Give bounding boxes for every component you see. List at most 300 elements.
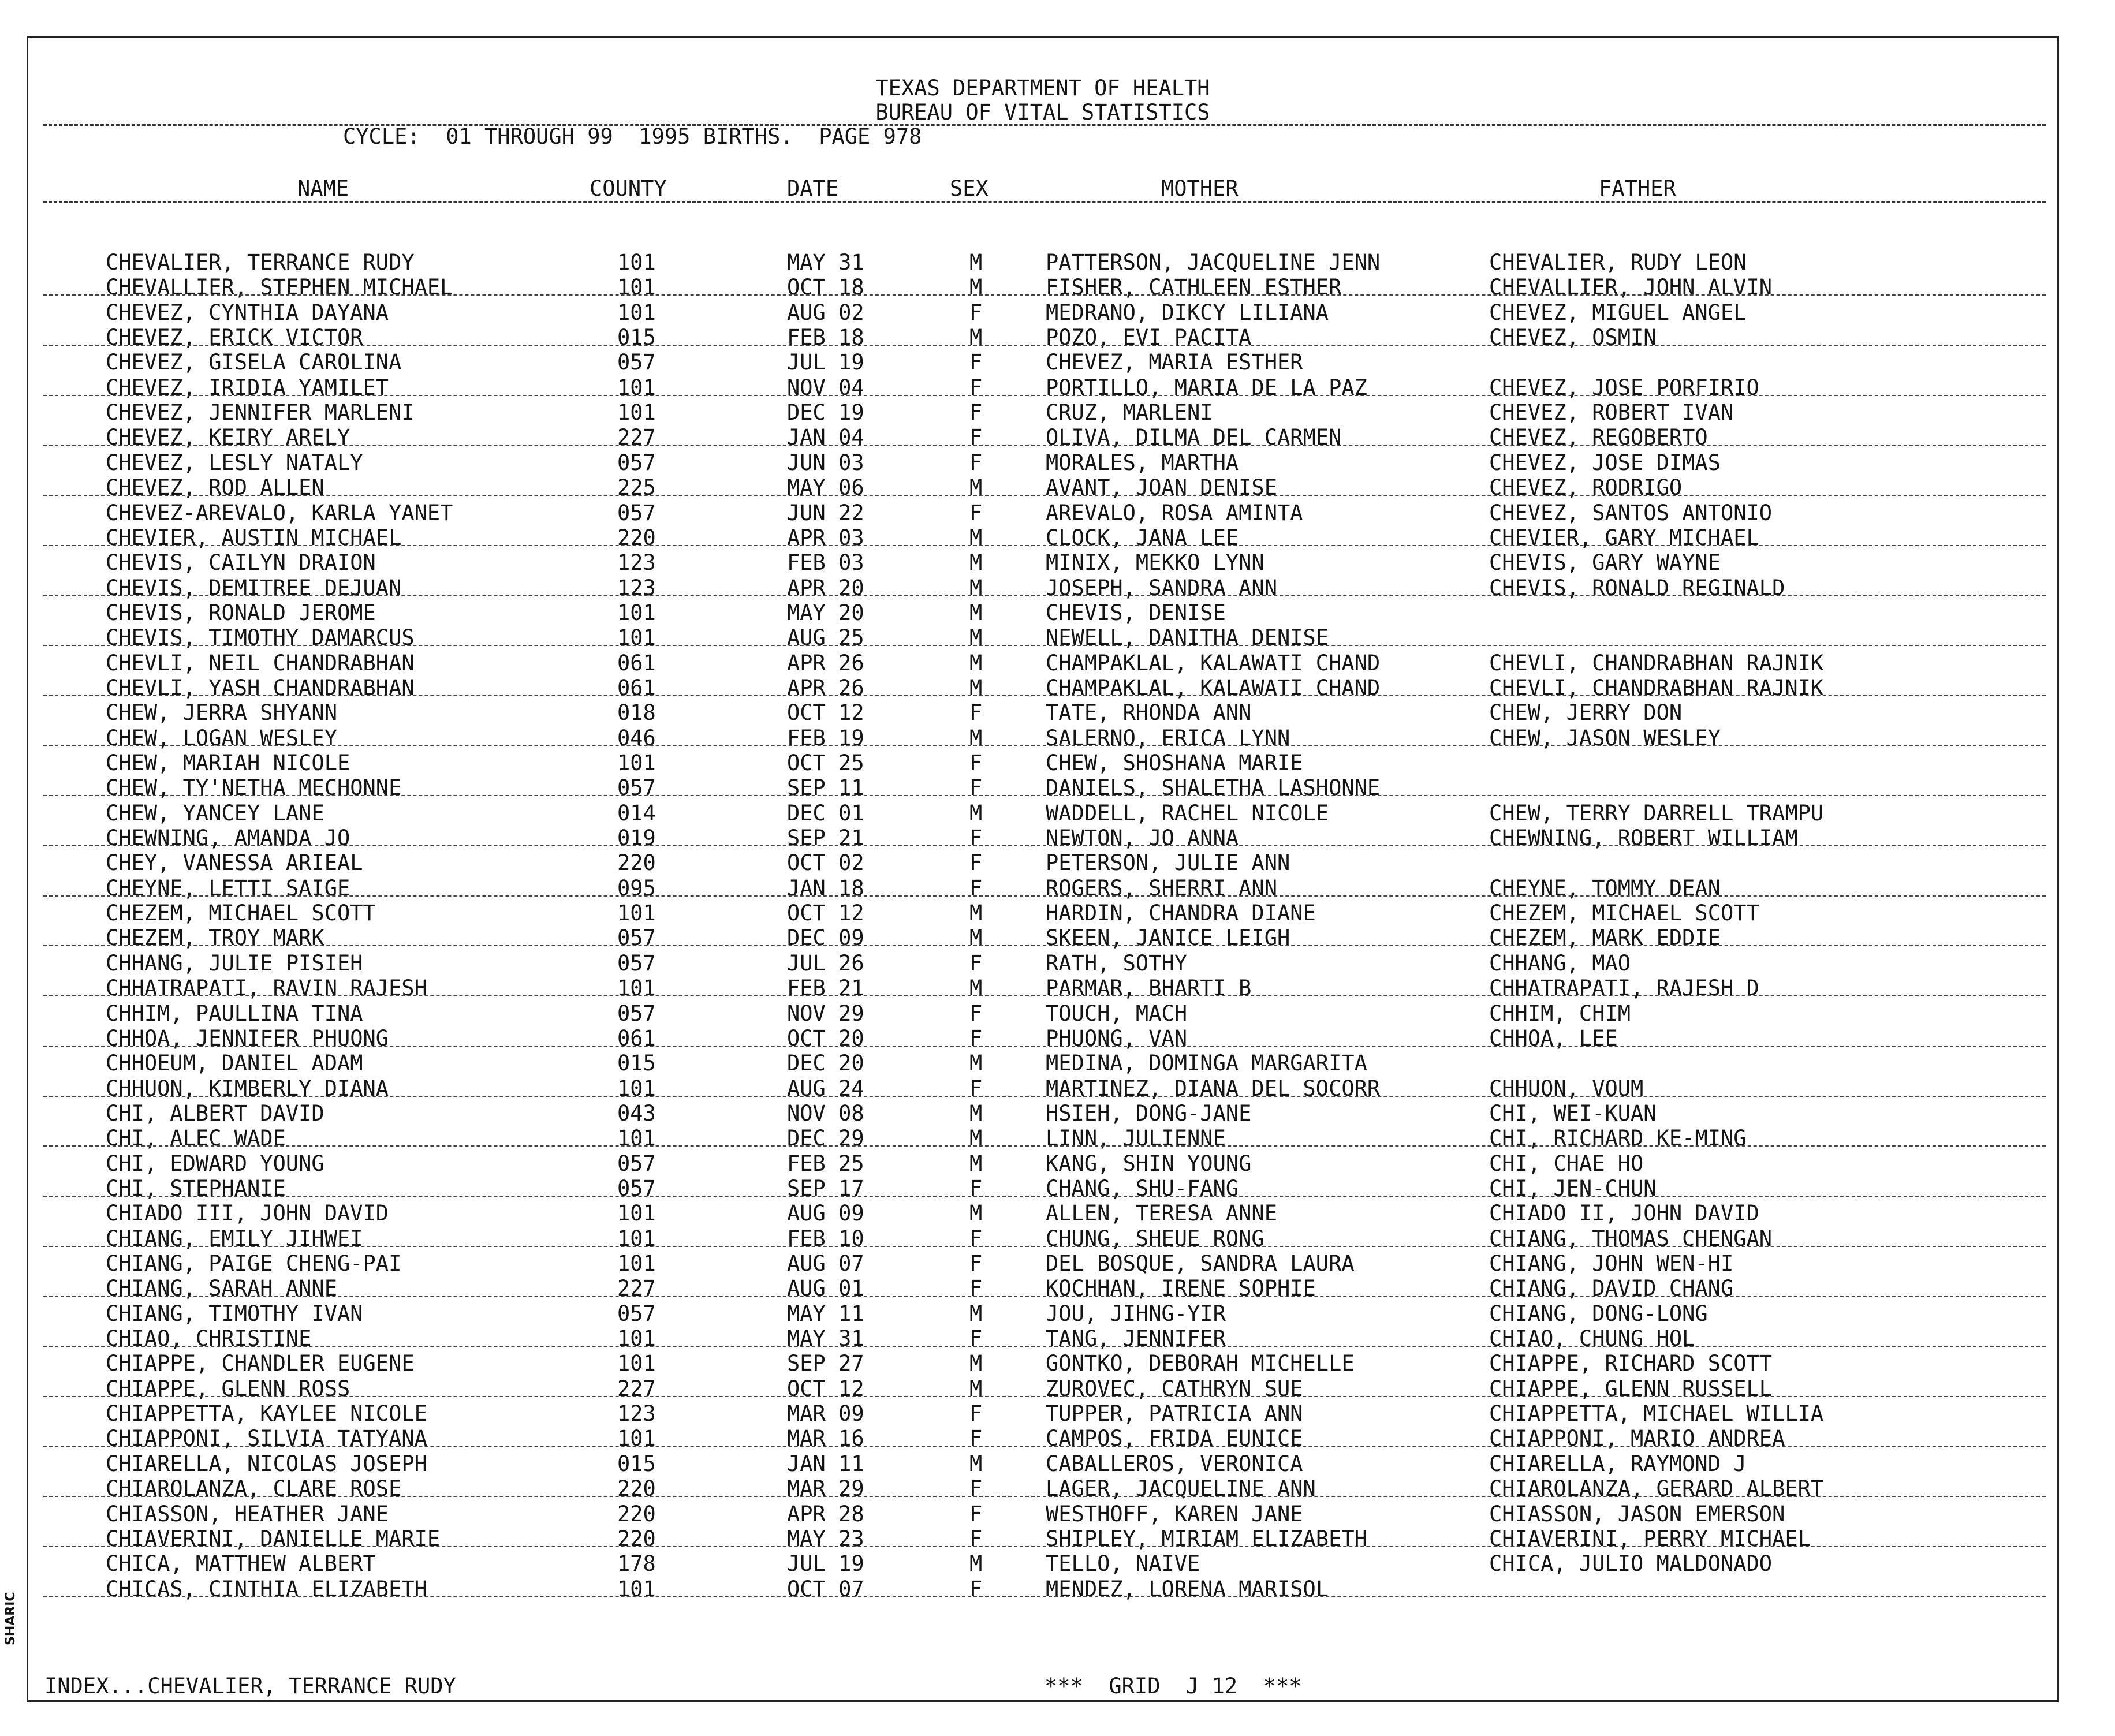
cell-father: CHHIM, CHIM <box>1489 1000 1631 1026</box>
table-row <box>28 300 2057 325</box>
cell-date: SEP 21 <box>787 826 864 851</box>
cell-county: 057 <box>617 1000 656 1026</box>
cell-mother: PETERSON, JULIE ANN <box>1046 850 1290 876</box>
cell-mother: TUPPER, PATRICIA ANN <box>1046 1401 1303 1427</box>
table-row <box>28 901 2057 925</box>
cell-name: CHI, EDWARD YOUNG <box>106 1151 324 1176</box>
cell-sex: M <box>969 675 983 700</box>
cell-mother: CHAMPAKLAL, KALAWATI CHAND <box>1046 675 1381 700</box>
cell-father: CHEW, JERRY DON <box>1489 700 1683 726</box>
table-row <box>28 1076 2057 1101</box>
cell-father: CHIAROLANZA, GERARD ALBERT <box>1489 1476 1824 1502</box>
cell-date: APR 20 <box>787 575 864 600</box>
cell-date: MAR 29 <box>787 1476 864 1502</box>
cell-father: CHEVEZ, OSMIN <box>1489 325 1657 350</box>
cell-sex: F <box>969 375 983 400</box>
col-name-header: NAME <box>297 176 349 201</box>
cell-mother: CAMPOS, FRIDA EUNICE <box>1046 1426 1303 1451</box>
cell-name: CHEVIS, RONALD JEROME <box>106 600 376 625</box>
cell-date: AUG 01 <box>787 1276 864 1301</box>
cell-mother: JOSEPH, SANDRA ANN <box>1046 575 1277 600</box>
cell-sex: M <box>969 1126 983 1151</box>
cell-sex: M <box>969 976 983 1001</box>
cell-father: CHEVIER, GARY MICHAEL <box>1489 525 1759 550</box>
row-rule <box>43 1346 2046 1347</box>
cell-mother: GONTKO, DEBORAH MICHELLE <box>1046 1351 1355 1376</box>
cycle-line: CYCLE: 01 THROUGH 99 1995 BIRTHS. PAGE 978 <box>343 124 922 149</box>
cell-father: CHIAPPE, RICHARD SCOTT <box>1489 1351 1773 1376</box>
cell-sex: F <box>969 826 983 851</box>
cell-name: CHEW, TY'NETHA MECHONNE <box>106 775 402 801</box>
cell-name: CHIAPPONI, SILVIA TATYANA <box>106 1426 427 1451</box>
cell-name: CHIANG, SARAH ANNE <box>106 1276 337 1301</box>
cell-sex: F <box>969 350 983 375</box>
cell-sex: M <box>969 525 983 550</box>
cell-date: MAY 06 <box>787 475 864 501</box>
cell-county: 101 <box>617 976 656 1001</box>
cell-county: 101 <box>617 1326 656 1352</box>
cell-mother: PHUONG, VAN <box>1046 1025 1188 1051</box>
cell-name: CHEVEZ, LESLY NATALY <box>106 450 363 475</box>
table-row <box>28 1551 2057 1576</box>
cell-mother: LINN, JULIENNE <box>1046 1126 1226 1151</box>
cell-sex: M <box>969 1151 983 1176</box>
cell-mother: SHIPLEY, MIRIAM ELIZABETH <box>1046 1526 1367 1551</box>
cell-sex: F <box>969 1401 983 1427</box>
cell-date: APR 03 <box>787 525 864 550</box>
cell-father: CHEVALLIER, JOHN ALVIN <box>1489 275 1773 300</box>
cell-name: CHEW, JERRA SHYANN <box>106 700 337 726</box>
cell-date: APR 26 <box>787 650 864 675</box>
col-father-header: FATHER <box>1599 176 1676 201</box>
cell-mother: WESTHOFF, KAREN JANE <box>1046 1501 1303 1526</box>
cell-name: CHEVLI, NEIL CHANDRABHAN <box>106 650 415 675</box>
cell-county: 057 <box>617 1151 656 1176</box>
cell-name: CHEZEM, MICHAEL SCOTT <box>106 901 376 926</box>
cell-county: 014 <box>617 800 656 826</box>
row-rule <box>43 595 2046 596</box>
cell-name: CHI, STEPHANIE <box>106 1175 286 1201</box>
table-row <box>28 501 2057 525</box>
cell-mother: AVANT, JOAN DENISE <box>1046 475 1277 501</box>
cell-father: CHEVIS, GARY WAYNE <box>1489 550 1721 576</box>
cell-sex: M <box>969 925 983 951</box>
cell-sex: M <box>969 550 983 576</box>
cell-date: OCT 25 <box>787 751 864 775</box>
cell-date: DEC 09 <box>787 925 864 951</box>
cell-name: CHIARELLA, NICOLAS JOSEPH <box>106 1451 427 1476</box>
cell-name: CHIAPPE, CHANDLER EUGENE <box>106 1351 415 1376</box>
cell-mother: SALERNO, ERICA LYNN <box>1046 725 1290 751</box>
cell-father: CHIAPPONI, MARIO ANDREA <box>1489 1426 1785 1451</box>
cell-mother: PATTERSON, JACQUELINE JENN <box>1046 250 1381 275</box>
cell-name: CHHATRAPATI, RAVIN RAJESH <box>106 976 427 1001</box>
cell-date: OCT 12 <box>787 700 864 726</box>
table-row <box>28 1226 2057 1251</box>
cell-sex: F <box>969 700 983 726</box>
cell-county: 057 <box>617 350 656 375</box>
cell-name: CHEW, LOGAN WESLEY <box>106 725 337 751</box>
cell-sex: F <box>969 751 983 775</box>
cell-sex: M <box>969 250 983 275</box>
cell-county: 227 <box>617 1276 656 1301</box>
cell-sex: F <box>969 400 983 425</box>
cell-county: 123 <box>617 1401 656 1427</box>
cell-mother: CHEVIS, DENISE <box>1046 600 1226 625</box>
cell-name: CHEVEZ, ROD ALLEN <box>106 475 324 501</box>
side-label: SHARIC <box>3 1592 18 1645</box>
cell-county: 101 <box>617 1201 656 1226</box>
cell-sex: M <box>969 1201 983 1226</box>
cell-date: DEC 29 <box>787 1126 864 1151</box>
cell-father: CHIAPPETTA, MICHAEL WILLIA <box>1489 1401 1824 1427</box>
row-rule <box>43 1246 2046 1247</box>
cell-sex: F <box>969 1526 983 1551</box>
cell-mother: TANG, JENNIFER <box>1046 1326 1226 1352</box>
cell-date: FEB 03 <box>787 550 864 576</box>
cell-date: OCT 12 <box>787 1376 864 1401</box>
cell-name: CHI, ALEC WADE <box>106 1126 286 1151</box>
cell-county: 057 <box>617 775 656 801</box>
cell-name: CHEVALLIER, STEPHEN MICHAEL <box>106 275 453 300</box>
cell-date: FEB 25 <box>787 1151 864 1176</box>
cell-date: JUL 19 <box>787 1551 864 1577</box>
table-row <box>28 700 2057 725</box>
table-row <box>28 1276 2057 1301</box>
cell-sex: F <box>969 950 983 976</box>
cell-date: SEP 11 <box>787 775 864 801</box>
cell-county: 015 <box>617 325 656 350</box>
cell-father: CHEVALIER, RUDY LEON <box>1489 250 1747 275</box>
row-rule <box>43 1396 2046 1397</box>
table-row <box>28 375 2057 400</box>
row-rule <box>43 745 2046 746</box>
cell-name: CHEW, YANCEY LANE <box>106 800 324 826</box>
table-row <box>28 1301 2057 1326</box>
cell-sex: M <box>969 800 983 826</box>
cell-county: 101 <box>617 400 656 425</box>
table-row <box>28 325 2057 350</box>
row-rule <box>43 795 2046 796</box>
table-row <box>28 726 2057 751</box>
table-row <box>28 1502 2057 1526</box>
cell-mother: OLIVA, DILMA DEL CARMEN <box>1046 425 1342 450</box>
table-row <box>28 1476 2057 1501</box>
cell-name: CHIAROLANZA, CLARE ROSE <box>106 1476 402 1502</box>
cell-date: SEP 17 <box>787 1175 864 1201</box>
cell-sex: M <box>969 1551 983 1577</box>
table-row <box>28 1126 2057 1151</box>
cell-county: 101 <box>617 1351 656 1376</box>
cell-date: APR 28 <box>787 1501 864 1526</box>
cell-name: CHEVIS, DEMITREE DEJUAN <box>106 575 402 600</box>
cell-name: CHHUON, KIMBERLY DIANA <box>106 1076 389 1101</box>
table-row <box>28 1526 2057 1551</box>
cell-date: MAY 11 <box>787 1301 864 1326</box>
cell-mother: MARTINEZ, DIANA DEL SOCORR <box>1046 1076 1381 1101</box>
cell-father: CHIARELLA, RAYMOND J <box>1489 1451 1747 1476</box>
cell-sex: F <box>969 1426 983 1451</box>
cell-sex: F <box>969 875 983 901</box>
cell-date: DEC 19 <box>787 400 864 425</box>
cell-county: 061 <box>617 650 656 675</box>
cell-sex: M <box>969 650 983 675</box>
cell-county: 178 <box>617 1551 656 1577</box>
cell-name: CHEVLI, YASH CHANDRABHAN <box>106 675 415 700</box>
cell-date: AUG 07 <box>787 1251 864 1276</box>
cell-sex: M <box>969 1100 983 1126</box>
cell-sex: M <box>969 625 983 651</box>
cell-sex: M <box>969 275 983 300</box>
table-row <box>28 1376 2057 1401</box>
cell-father: CHIAVERINI, PERRY MICHAEL <box>1489 1526 1811 1551</box>
table-row <box>28 1577 2057 1601</box>
cell-name: CHHANG, JULIE PISIEH <box>106 950 363 976</box>
bureau-title: BUREAU OF VITAL STATISTICS <box>875 100 1210 125</box>
cell-mother: DANIELS, SHALETHA LASHONNE <box>1046 775 1381 801</box>
table-row <box>28 1151 2057 1176</box>
cell-date: AUG 25 <box>787 625 864 651</box>
cell-date: DEC 20 <box>787 1051 864 1076</box>
cell-date: OCT 20 <box>787 1025 864 1051</box>
table-row <box>28 801 2057 826</box>
cell-father: CHIANG, DAVID CHANG <box>1489 1276 1734 1301</box>
cell-mother: FISHER, CATHLEEN ESTHER <box>1046 275 1342 300</box>
cell-county: 227 <box>617 425 656 450</box>
cell-date: SEP 27 <box>787 1351 864 1376</box>
table-row <box>28 350 2057 375</box>
cell-father: CHEVLI, CHANDRABHAN RAJNIK <box>1489 675 1824 700</box>
table-row <box>28 550 2057 575</box>
index-line: INDEX...CHEVALIER, TERRANCE RUDY <box>44 1674 456 1698</box>
cell-mother: TELLO, NAIVE <box>1046 1551 1200 1577</box>
row-rule <box>43 1145 2046 1147</box>
cell-sex: F <box>969 850 983 876</box>
table-row <box>28 1026 2057 1051</box>
cell-sex: M <box>969 1376 983 1401</box>
cell-father: CHEZEM, MARK EDDIE <box>1489 925 1721 951</box>
table-row <box>28 1001 2057 1026</box>
cell-father: CHIASSON, JASON EMERSON <box>1489 1501 1785 1526</box>
cell-sex: F <box>969 1025 983 1051</box>
col-county-header: COUNTY <box>590 176 667 201</box>
cell-county: 019 <box>617 826 656 851</box>
cell-mother: MEDRANO, DIKCY LILIANA <box>1046 300 1329 325</box>
cell-date: OCT 18 <box>787 275 864 300</box>
table-row <box>28 475 2057 500</box>
table-row <box>28 850 2057 875</box>
cell-name: CHEVIER, AUSTIN MICHAEL <box>106 525 402 550</box>
cell-mother: MINIX, MEKKO LYNN <box>1046 550 1264 576</box>
cell-sex: M <box>969 325 983 350</box>
cell-sex: F <box>969 1076 983 1101</box>
cell-date: MAR 09 <box>787 1401 864 1427</box>
col-date-header: DATE <box>787 176 839 201</box>
cell-date: AUG 24 <box>787 1076 864 1101</box>
cell-date: JAN 04 <box>787 425 864 450</box>
cell-father: CHEVEZ, RODRIGO <box>1489 475 1683 501</box>
table-row <box>28 1101 2057 1126</box>
cell-date: NOV 29 <box>787 1000 864 1026</box>
cell-mother: NEWTON, JO ANNA <box>1046 826 1239 851</box>
cell-date: JUN 22 <box>787 500 864 525</box>
cell-county: 101 <box>617 625 656 651</box>
cell-father: CHHATRAPATI, RAJESH D <box>1489 976 1759 1001</box>
row-rule <box>43 1046 2046 1047</box>
grid-reference: *** GRID J 12 *** <box>1045 1674 1302 1698</box>
row-rule <box>43 945 2046 946</box>
cell-county: 061 <box>617 1025 656 1051</box>
row-rule <box>43 294 2046 296</box>
cell-county: 101 <box>617 375 656 400</box>
cell-name: CHEVEZ, JENNIFER MARLENI <box>106 400 415 425</box>
cell-mother: ALLEN, TERESA ANNE <box>1046 1201 1277 1226</box>
cell-county: 095 <box>617 875 656 901</box>
row-rule <box>43 995 2046 996</box>
table-row <box>28 675 2057 700</box>
cell-mother: CHUNG, SHEUE RONG <box>1046 1226 1264 1251</box>
cell-sex: M <box>969 901 983 926</box>
row-rule <box>43 1596 2046 1597</box>
cell-sex: F <box>969 300 983 325</box>
cell-name: CHIANG, TIMOTHY IVAN <box>106 1301 363 1326</box>
cell-mother: HARDIN, CHANDRA DIANE <box>1046 901 1316 926</box>
cell-name: CHIANG, PAIGE CHENG-PAI <box>106 1251 402 1276</box>
table-row <box>28 1351 2057 1376</box>
col-mother-header: MOTHER <box>1161 176 1239 201</box>
cell-mother: CRUZ, MARLENI <box>1046 400 1213 425</box>
cell-date: DEC 01 <box>787 800 864 826</box>
cell-father: CHEVEZ, MIGUEL ANGEL <box>1489 300 1747 325</box>
cell-sex: F <box>969 1276 983 1301</box>
row-rule <box>43 445 2046 446</box>
cell-father: CHEVEZ, REGOBERTO <box>1489 425 1708 450</box>
cell-county: 101 <box>617 1126 656 1151</box>
cell-date: MAY 31 <box>787 250 864 275</box>
row-rule <box>43 845 2046 846</box>
cell-name: CHEVALIER, TERRANCE RUDY <box>106 250 415 275</box>
cell-date: OCT 07 <box>787 1576 864 1601</box>
cell-county: 101 <box>617 1576 656 1601</box>
cell-mother: PARMAR, BHARTI B <box>1046 976 1252 1001</box>
table-row <box>28 1401 2057 1426</box>
cell-name: CHHOA, JENNIFER PHUONG <box>106 1025 389 1051</box>
col-sex-header: SEX <box>950 176 989 201</box>
cell-name: CHICAS, CINTHIA ELIZABETH <box>106 1576 427 1601</box>
row-rule <box>43 895 2046 897</box>
cell-name: CHHIM, PAULLINA TINA <box>106 1000 363 1026</box>
row-rule <box>43 1296 2046 1297</box>
cell-sex: M <box>969 725 983 751</box>
cell-mother: ROGERS, SHERRI ANN <box>1046 875 1277 901</box>
cell-mother: CLOCK, JANA LEE <box>1046 525 1239 550</box>
cell-mother: SKEEN, JANICE LEIGH <box>1046 925 1290 951</box>
cell-county: 220 <box>617 1526 656 1551</box>
cell-date: JAN 18 <box>787 875 864 901</box>
table-row <box>28 275 2057 300</box>
cell-county: 123 <box>617 575 656 600</box>
table-row <box>28 651 2057 675</box>
column-header-rule <box>43 201 2046 203</box>
cell-sex: M <box>969 475 983 501</box>
cell-father: CHI, WEI-KUAN <box>1489 1100 1657 1126</box>
cell-county: 101 <box>617 300 656 325</box>
cell-father: CHHOA, LEE <box>1489 1025 1618 1051</box>
cell-date: JUL 26 <box>787 950 864 976</box>
cell-date: FEB 21 <box>787 976 864 1001</box>
cell-sex: M <box>969 575 983 600</box>
row-rule <box>43 1446 2046 1447</box>
cell-name: CHEVEZ, GISELA CAROLINA <box>106 350 402 375</box>
table-row <box>28 1201 2057 1226</box>
cell-name: CHI, ALBERT DAVID <box>106 1100 324 1126</box>
cell-county: 101 <box>617 1426 656 1451</box>
cell-sex: F <box>969 1501 983 1526</box>
cell-mother: ZUROVEC, CATHRYN SUE <box>1046 1376 1303 1401</box>
cell-county: 225 <box>617 475 656 501</box>
row-rule <box>43 1196 2046 1197</box>
cell-county: 101 <box>617 600 656 625</box>
cell-county: 043 <box>617 1100 656 1126</box>
cell-date: NOV 08 <box>787 1100 864 1126</box>
cell-mother: NEWELL, DANITHA DENISE <box>1046 625 1329 651</box>
cell-father: CHEWNING, ROBERT WILLIAM <box>1489 826 1798 851</box>
cell-date: JUN 03 <box>787 450 864 475</box>
cell-father: CHIAPPE, GLENN RUSSELL <box>1489 1376 1773 1401</box>
cell-date: JUL 19 <box>787 350 864 375</box>
cell-father: CHEVEZ, JOSE PORFIRIO <box>1489 375 1759 400</box>
cell-date: MAY 31 <box>787 1326 864 1352</box>
cell-father: CHI, CHAE HO <box>1489 1151 1644 1176</box>
cell-mother: AREVALO, ROSA AMINTA <box>1046 500 1303 525</box>
table-row <box>28 576 2057 600</box>
cell-name: CHIANG, EMILY JIHWEI <box>106 1226 363 1251</box>
cell-date: APR 26 <box>787 675 864 700</box>
row-rule <box>43 395 2046 396</box>
cell-name: CHEVEZ, CYNTHIA DAYANA <box>106 300 389 325</box>
cell-mother: TATE, RHONDA ANN <box>1046 700 1252 726</box>
cell-county: 057 <box>617 500 656 525</box>
cell-mother: MEDINA, DOMINGA MARGARITA <box>1046 1051 1367 1076</box>
table-row <box>28 1426 2057 1451</box>
cell-county: 101 <box>617 1076 656 1101</box>
cell-county: 057 <box>617 450 656 475</box>
cell-name: CHIAPPETTA, KAYLEE NICOLE <box>106 1401 427 1427</box>
cell-name: CHIAO, CHRISTINE <box>106 1326 312 1352</box>
cell-county: 015 <box>617 1051 656 1076</box>
cell-name: CHEYNE, LETTI SAIGE <box>106 875 350 901</box>
cell-date: FEB 19 <box>787 725 864 751</box>
cell-mother: HSIEH, DONG-JANE <box>1046 1100 1252 1126</box>
cell-county: 220 <box>617 1501 656 1526</box>
cell-sex: F <box>969 775 983 801</box>
table-row <box>28 450 2057 475</box>
cell-name: CHEWNING, AMANDA JO <box>106 826 350 851</box>
cell-county: 046 <box>617 725 656 751</box>
cell-father: CHICA, JULIO MALDONADO <box>1489 1551 1773 1577</box>
cell-county: 101 <box>617 1226 656 1251</box>
table-row <box>28 625 2057 650</box>
cell-name: CHICA, MATTHEW ALBERT <box>106 1551 376 1577</box>
cell-sex: F <box>969 1476 983 1502</box>
cell-county: 101 <box>617 751 656 775</box>
cell-county: 018 <box>617 700 656 726</box>
cell-sex: F <box>969 450 983 475</box>
table-row <box>28 425 2057 450</box>
table-row <box>28 976 2057 1000</box>
table-row <box>28 876 2057 901</box>
cell-county: 227 <box>617 1376 656 1401</box>
